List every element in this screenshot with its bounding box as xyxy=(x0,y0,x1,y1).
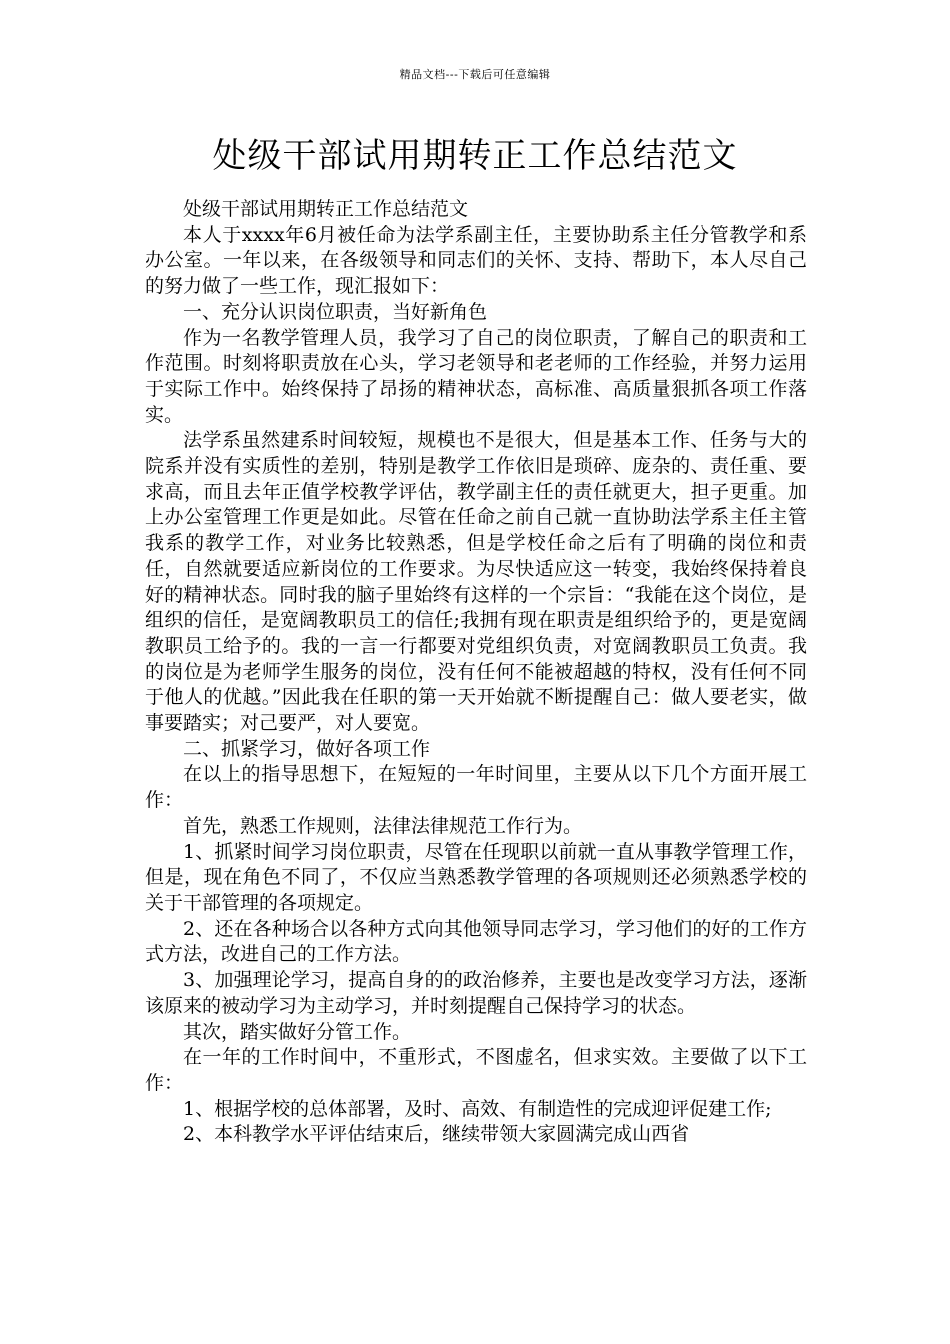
paragraph: 法学系虽然建系时间较短，规模也不是很大，但是基本工作、任务与大的院系并没有实质性的差别，特别是教学工作依旧是琐碎、庞杂的、责任重、要求高，而且去年正值学校教学评估，教学副主任的责任就更大，担子更重。加上办公室管理工作更是如此。尽管在任命之前自己就一直协助法学系主任主管我系的教学工作，对业务比较熟悉，但是学校任命之后有了明确的岗位和责任，自然就要适应新岗位的工作要求。为尽快适应这一转变，我始终保持着良好的精神状态。同时我的脑子里始终有这样的一个宗旨：“我能在这个岗位，是组织的信任，是宽阔教职员工的信任;我拥有现在职责是组织给予的，更是宽阔教职员工给予的。我的一言一行都要对党组织负责，对宽阔教职员工负责。我的岗位是为老师学生服务的岗位，没有任何不能被超越的特权，没有任何不同于他人的优越。”因此我在任职的第一天开始就不断提醒自己：做人要老实，做事要踏实；对己要严，对人要宽。 xyxy=(145,429,807,735)
document-title: 处级干部试用期转正工作总结范文 xyxy=(212,136,738,176)
paragraph: 在以上的指导思想下，在短短的一年时间里，主要从以下几个方面开展工作： xyxy=(145,763,807,812)
document-body xyxy=(145,197,807,1148)
paragraph: 其次，踏实做好分管工作。 xyxy=(183,1020,412,1043)
paragraph: 1、抓紧时间学习岗位职责，尽管在任现职以前就一直从事教学管理工作，但是，现在角色不同了，不仅应当熟悉教学管理的各项规则还必须熟悉学校的关于干部管理的各项规定。 xyxy=(145,840,807,914)
section-heading: 一、充分认识岗位职责，当好新角色 xyxy=(183,300,488,323)
paragraph: 2、本科教学水平评估结束后，继续带领大家圆满完成山西省 xyxy=(183,1123,690,1146)
section-heading: 二、抓紧学习，做好各项工作 xyxy=(183,737,431,760)
paragraph: 3、加强理论学习，提高自身的的政治修养，主要也是改变学习方法，逐渐该原来的被动学习为主动学习，并时刻提醒自己保持学习的状态。 xyxy=(145,969,807,1017)
paragraph: 在一年的工作时间中，不重形式，不图虚名，但求实效。主要做了以下工作： xyxy=(145,1046,807,1094)
paragraph: 作为一名教学管理人员，我学习了自己的岗位职责，了解自己的职责和工作范围。时刻将职责放在心头，学习老领导和老老师的工作经验，并努力运用于实际工作中。始终保持了昂扬的精神状态，高标准、高质量狠抓各项工作落实。 xyxy=(145,326,807,426)
paragraph: 首先，熟悉工作规则，法律法律规范工作行为。 xyxy=(183,814,583,837)
paragraph: 2、还在各种场合以各种方式向其他领导同志学习，学习他们的好的工作方式方法，改进自己的工作方法。 xyxy=(145,917,807,966)
paragraph: 处级干部试用期转正工作总结范文 xyxy=(183,198,469,220)
paragraph: 1、根据学校的总体部署，及时、高效、有制造性的完成迎评促建工作; xyxy=(183,1097,772,1120)
paragraph: 本人于xxxx年6月被任命为法学系副主任，主要协助系主任分管教学和系办公室。一年以来，在各级领导和同志们的关怀、支持、帮助下，本人尽自己的努力做了一些工作，现汇报如下： xyxy=(145,223,807,298)
header-note: 精品文档---下载后可任意编辑 xyxy=(399,68,551,81)
